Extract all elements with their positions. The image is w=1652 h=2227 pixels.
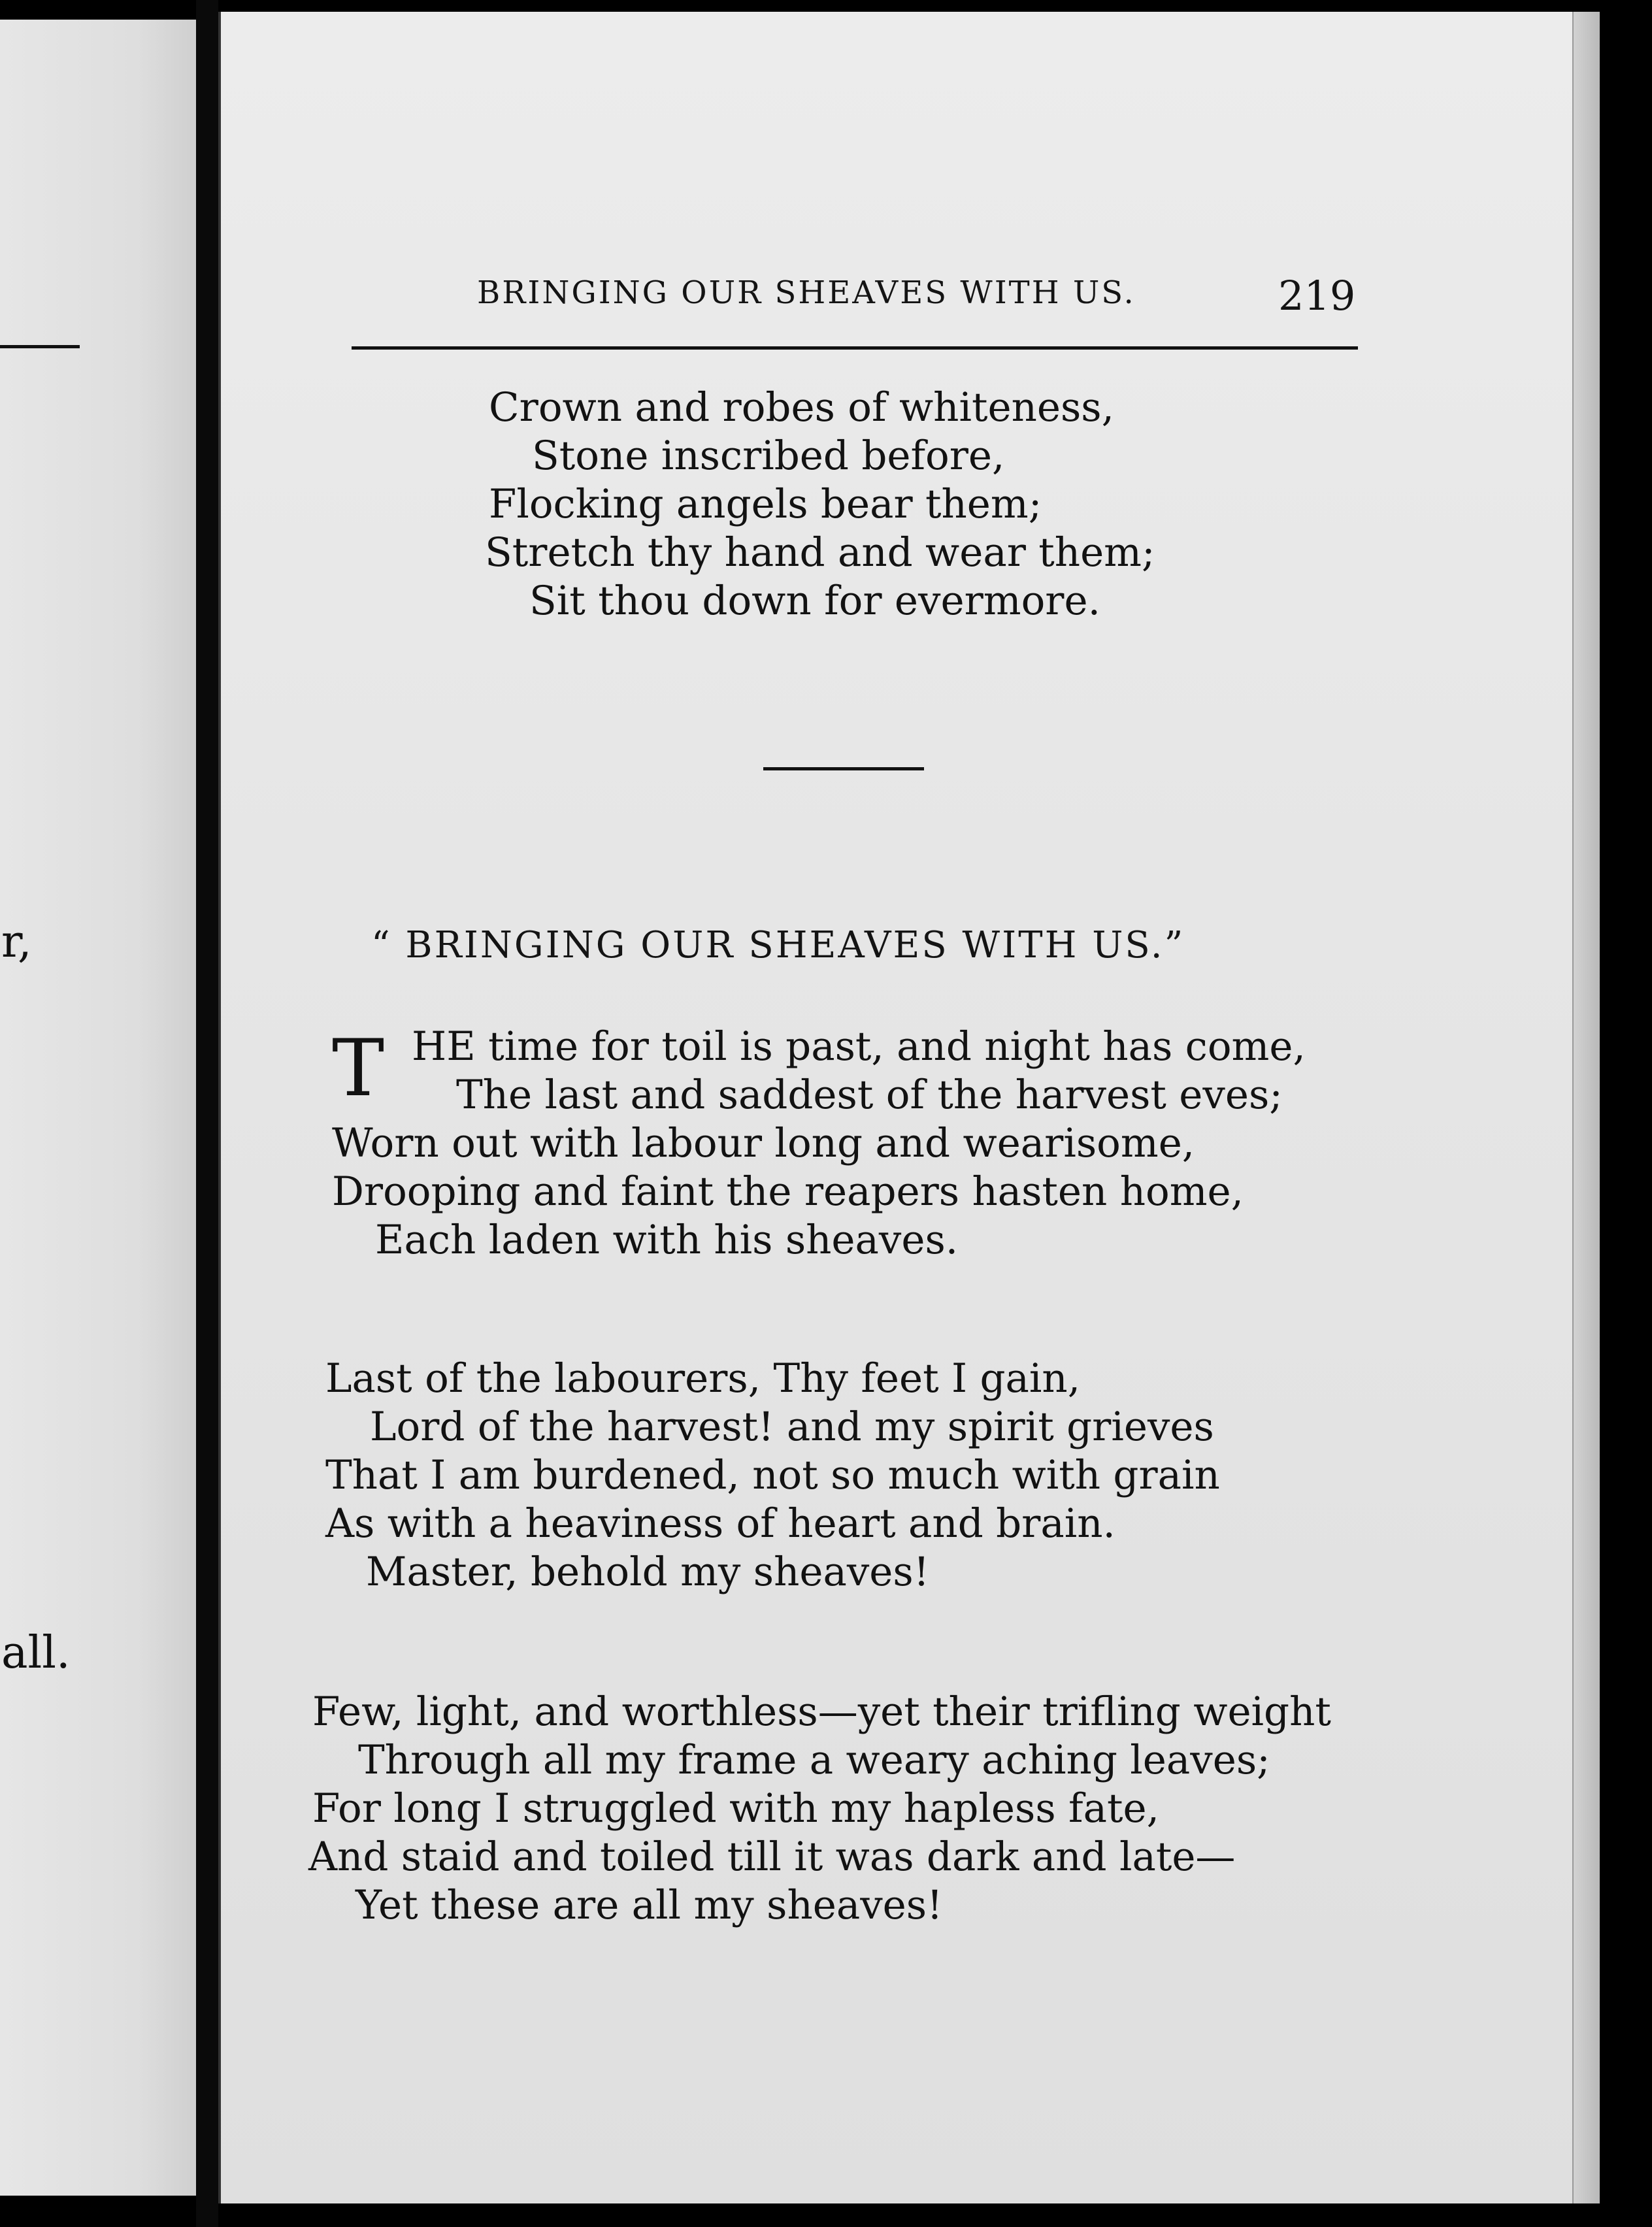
verse-line: Flocking angels bear them; xyxy=(489,481,1042,527)
verse-line: Last of the labourers, Thy feet I gain, xyxy=(325,1355,1081,1402)
verse-line: And staid and toiled till it was dark and late— xyxy=(308,1834,1236,1880)
verse-line: Stretch thy hand and wear them; xyxy=(485,529,1155,576)
poem-title: “ BRINGING OUR SHEAVES WITH US.” xyxy=(371,924,1185,966)
book-gutter xyxy=(196,0,218,2227)
verse-line: As with a heaviness of heart and brain. xyxy=(325,1500,1115,1547)
verse-line: Crown and robes of whiteness, xyxy=(489,384,1114,431)
left-page-edge xyxy=(0,20,200,2196)
section-divider xyxy=(763,767,924,770)
verse-line: That I am burdened, not so much with grain xyxy=(325,1452,1220,1498)
left-page-rule xyxy=(0,345,80,348)
verse-line: Few, light, and worthless—yet their trifling weight xyxy=(312,1689,1331,1735)
verse-line: For long I struggled with my hapless fate, xyxy=(312,1785,1159,1832)
verse-line: Each laden with his sheaves. xyxy=(375,1217,959,1263)
verse-line: Yet these are all my sheaves! xyxy=(355,1882,943,1928)
verse-line: Drooping and faint the reapers hasten home, xyxy=(332,1168,1244,1215)
verse-line: The last and saddest of the harvest eves; xyxy=(456,1072,1283,1118)
verse-line: Stone inscribed before, xyxy=(532,433,1005,479)
verse-line: Worn out with labour long and wearisome, xyxy=(332,1120,1195,1166)
verse-line: HE time for toil is past, and night has come, xyxy=(412,1023,1306,1070)
left-page-fragment: r, xyxy=(1,916,32,968)
verse-line: Lord of the harvest! and my spirit grieves xyxy=(370,1404,1214,1450)
left-page-fragment: all. xyxy=(1,1627,71,1679)
book-page xyxy=(218,12,1600,2203)
header-rule xyxy=(352,346,1358,350)
page-number: 219 xyxy=(1278,272,1356,320)
page-edge xyxy=(1572,12,1600,2203)
running-title: BRINGING OUR SHEAVES WITH US. xyxy=(477,274,1136,311)
verse-line: Sit thou down for evermore. xyxy=(529,578,1100,624)
verse-line: Through all my frame a weary aching leaves; xyxy=(358,1737,1270,1783)
verse-line: Master, behold my sheaves! xyxy=(366,1549,930,1595)
drop-cap: T xyxy=(332,1023,385,1114)
